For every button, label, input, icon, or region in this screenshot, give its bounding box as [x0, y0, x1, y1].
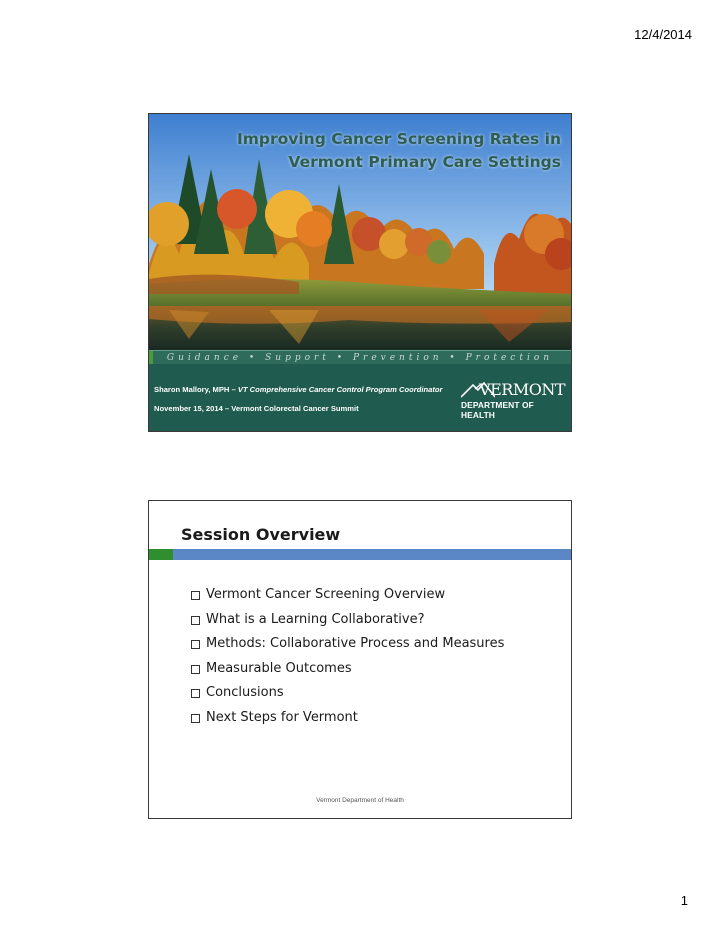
vermont-health-logo	[461, 378, 565, 418]
tagline: Guidance • Support • Prevention • Protection	[166, 353, 554, 363]
list-item-text: Vermont Cancer Screening Overview	[206, 587, 446, 602]
presenter-role: VT Comprehensive Cancer Control Program Coordinator	[237, 385, 443, 394]
event-line: November 15, 2014 – Vermont Colorectal Cancer Summit	[154, 404, 359, 413]
list-item	[191, 709, 504, 734]
checkbox-bullet-icon	[191, 591, 200, 600]
list-item-text: Conclusions	[206, 685, 284, 701]
bullet-list	[191, 586, 504, 734]
presenter-name: Sharon Mallory, MPH –	[154, 385, 238, 394]
list-item-text: What is a Learning Collaborative?	[206, 611, 425, 627]
slide-title	[221, 128, 561, 174]
list-item-text: Next Steps for Vermont	[206, 709, 358, 725]
page-date: 12/4/2014	[634, 27, 692, 42]
checkbox-bullet-icon	[191, 616, 200, 625]
logo-wordmark: VERMONT	[479, 380, 565, 399]
slide-footer-text: Vermont Department of Health	[316, 797, 404, 804]
checkbox-bullet-icon	[191, 640, 200, 649]
list-item	[191, 684, 504, 709]
page-number: 1	[680, 893, 688, 908]
list-item	[191, 635, 504, 660]
presenter-line	[154, 385, 442, 394]
logo-department: DEPARTMENT OF HEALTH	[461, 400, 534, 420]
tagline-bar	[149, 350, 571, 365]
list-item-text: Methods: Collaborative Process and Measures	[206, 636, 505, 652]
title-underline-blue	[173, 549, 571, 560]
slide-title: Session Overview	[181, 525, 341, 544]
list-item	[191, 586, 504, 611]
checkbox-bullet-icon	[191, 689, 200, 698]
slide-title-line-1: Improving Cancer Screening Rates in	[236, 130, 561, 148]
list-item-text: Measurable Outcomes	[206, 660, 352, 676]
slide-title-line-2: Vermont Primary Care Settings	[288, 153, 561, 171]
checkbox-bullet-icon	[191, 714, 200, 723]
list-item	[191, 660, 504, 685]
overview-slide	[148, 500, 572, 819]
title-underline-green	[149, 549, 173, 560]
list-item	[191, 611, 504, 636]
checkbox-bullet-icon	[191, 665, 200, 674]
slide-footer	[149, 364, 571, 431]
title-slide	[148, 113, 572, 432]
